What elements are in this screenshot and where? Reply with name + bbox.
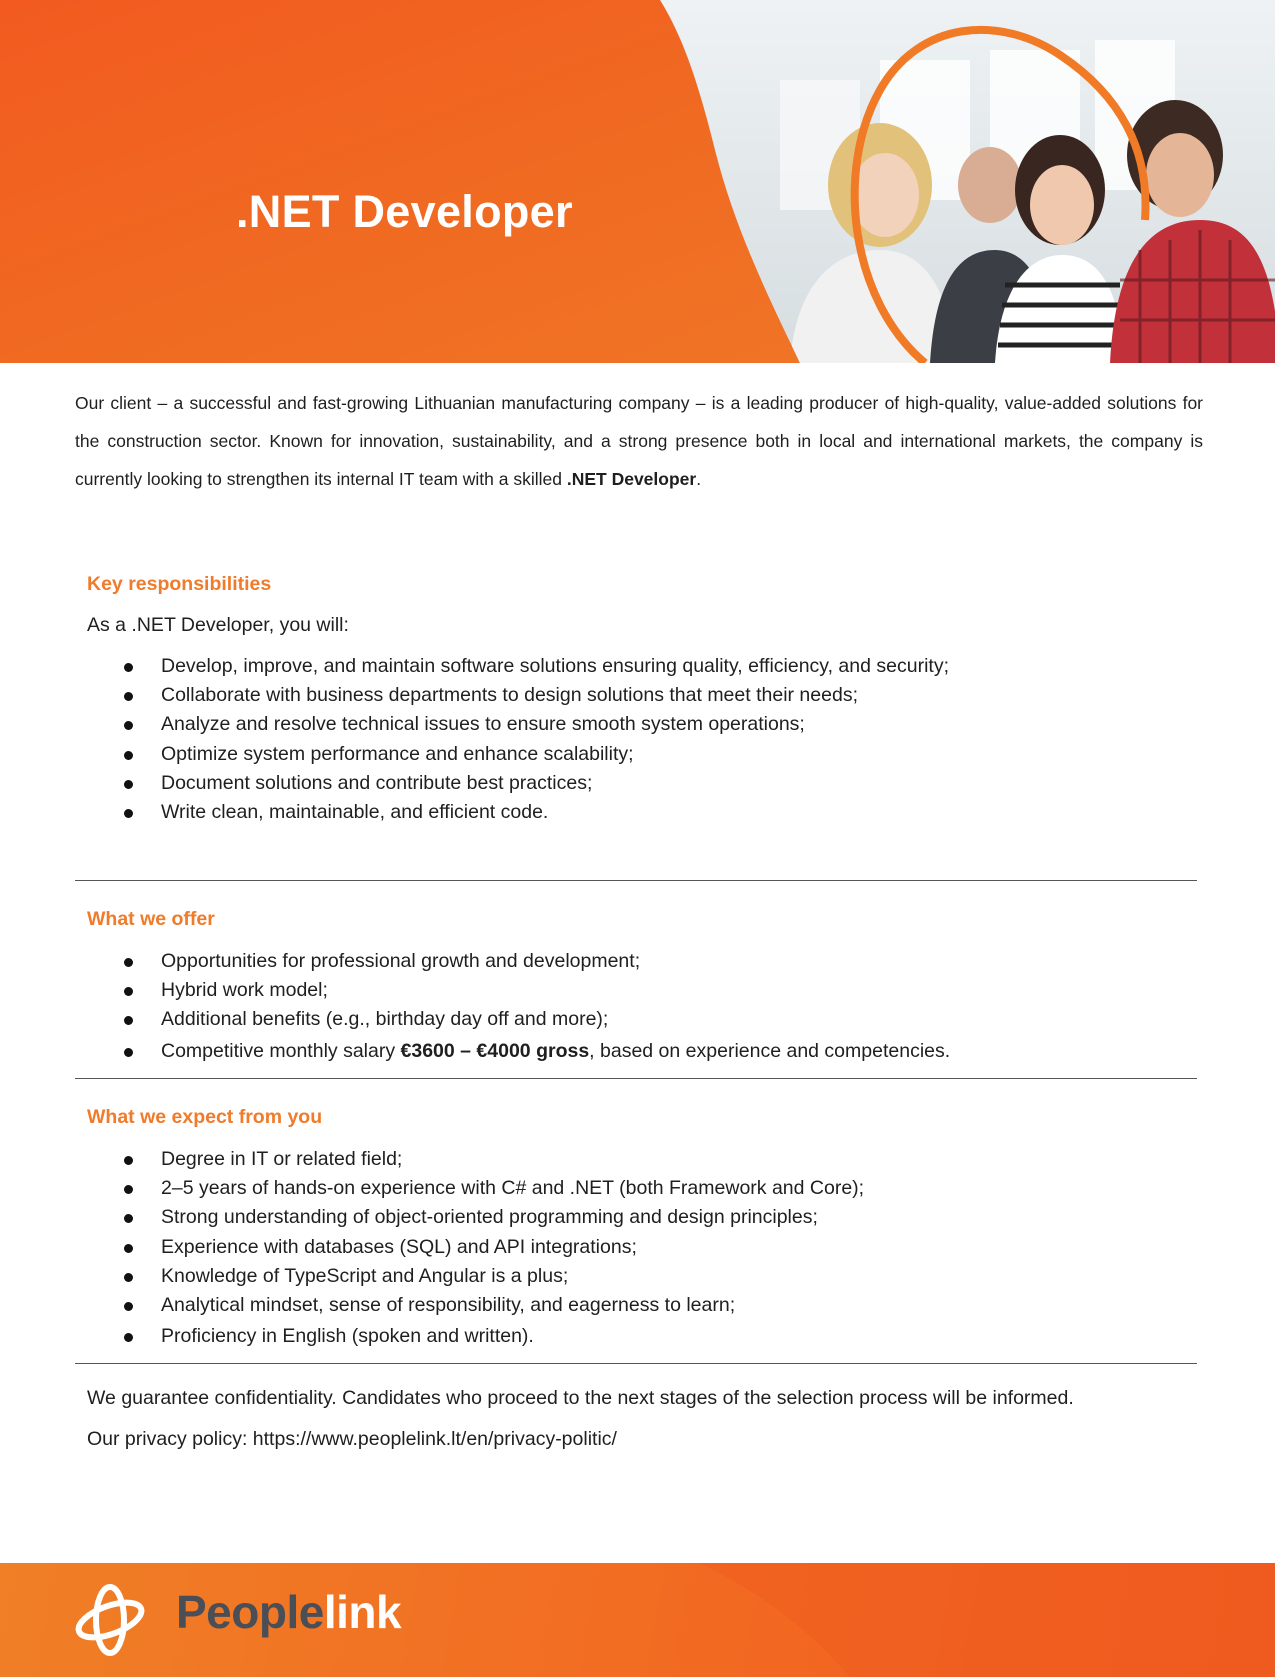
list-item: Proficiency in English (spoken and written). [122, 1322, 864, 1351]
intro-highlight: .NET Developer [566, 469, 697, 489]
salary-item [122, 1037, 950, 1066]
divider [75, 1363, 1197, 1364]
team-photo [0, 0, 1275, 363]
header-banner [0, 0, 1275, 363]
expect-heading: What we expect from you [87, 1106, 323, 1128]
expect-list [122, 1145, 864, 1351]
list-item: Collaborate with business departments to design solutions that meet their needs; [122, 681, 949, 710]
salary-suffix: , based on experience and competencies. [589, 1039, 951, 1062]
offer-list [122, 947, 950, 1066]
divider [75, 1078, 1197, 1079]
confidentiality-note: We guarantee confidentiality. Candidates who proceed to the next stages of the selection process will be informed. [87, 1387, 1074, 1409]
list-item: Strong understanding of object-oriented programming and design principles; [122, 1203, 864, 1232]
responsibilities-lead: As a .NET Developer, you will: [87, 614, 349, 636]
list-item: 2–5 years of hands-on experience with C# and .NET (both Framework and Core); [122, 1174, 864, 1203]
responsibilities-heading: Key responsibilities [87, 573, 272, 595]
intro-paragraph [75, 384, 1203, 498]
peoplelink-logo-icon [72, 1581, 148, 1659]
list-item: Write clean, maintainable, and efficient code. [122, 798, 949, 827]
brand-part-people: People [176, 1586, 324, 1638]
divider [75, 880, 1197, 881]
brand-part-link: link [323, 1586, 402, 1638]
list-item: Analytical mindset, sense of responsibility, and eagerness to learn; [122, 1291, 864, 1320]
salary-value: €3600 – €4000 gross [400, 1039, 590, 1062]
list-item: Analyze and resolve technical issues to ensure smooth system operations; [122, 710, 949, 739]
list-item: Additional benefits (e.g., birthday day off and more); [122, 1005, 950, 1034]
page-title: .NET Developer [236, 186, 573, 237]
list-item: Opportunities for professional growth and development; [122, 947, 950, 976]
list-item: Degree in IT or related field; [122, 1145, 864, 1174]
list-item: Hybrid work model; [122, 976, 950, 1005]
offer-heading: What we offer [87, 908, 215, 930]
responsibilities-list [122, 652, 949, 827]
footer-banner [0, 1563, 1275, 1677]
privacy-policy: Our privacy policy: https://www.peoplelink.lt/en/privacy-politic/ [87, 1428, 617, 1450]
brand-name [176, 1585, 401, 1639]
intro-text: Our client – a successful and fast-growing Lithuanian manufacturing company – is a leading producer of high-quality, value-added solutions for the construction sector. Known for innovation, sustainability, and a strong presence both in local and international markets, the company is currently looking to strengthen its internal IT team with a skilled [75, 393, 1203, 489]
salary-prefix: Competitive monthly salary [161, 1039, 401, 1062]
list-item: Develop, improve, and maintain software solutions ensuring quality, efficiency, and security; [122, 652, 949, 681]
intro-end: . [696, 469, 702, 489]
list-item: Knowledge of TypeScript and Angular is a plus; [122, 1262, 864, 1291]
list-item: Experience with databases (SQL) and API integrations; [122, 1233, 864, 1262]
list-item: Document solutions and contribute best practices; [122, 769, 949, 798]
list-item: Optimize system performance and enhance scalability; [122, 740, 949, 769]
